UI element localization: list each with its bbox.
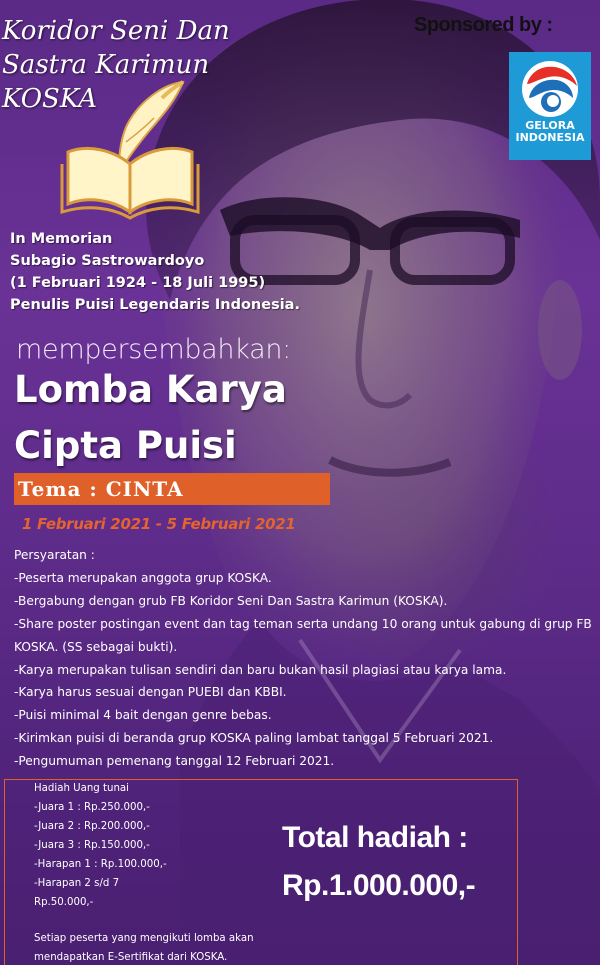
contest-title-line: Lomba Karya: [14, 368, 287, 411]
theme-banner: [14, 473, 330, 505]
requirements-list: [14, 544, 598, 773]
prize-line: Rp.50.000,-: [34, 897, 94, 908]
requirement-item: -Puisi minimal 4 bait dengan genre bebas.: [14, 708, 272, 723]
prize-line: -Juara 2 : Rp.200.000,-: [34, 821, 150, 832]
total-prize-label: Total hadiah :: [282, 821, 468, 854]
memorial-line: In Memorian: [10, 231, 113, 247]
presents-text: mempersembahkan:: [16, 334, 291, 365]
sponsor-label: Sponsored by :: [414, 14, 553, 36]
org-title-line: Sastra Karimun: [2, 50, 210, 80]
org-title-line: KOSKA: [2, 84, 97, 114]
requirements-heading: Persyaratan :: [14, 548, 95, 562]
prize-list: [34, 779, 274, 912]
prize-line: -Juara 1 : Rp.250.000,-: [34, 802, 150, 813]
sponsor-logo-text-line: GELORA: [525, 119, 575, 132]
theme-text: Tema : CINTA: [18, 477, 184, 501]
memorial-line: Subagio Sastrowardoyo: [10, 253, 205, 269]
certificate-line: mendapatkan E-Sertifikat dari KOSKA.: [34, 952, 228, 963]
total-prize-amount: Rp.1.000.000,-: [282, 869, 476, 902]
prize-line: Hadiah Uang tunai: [34, 783, 129, 794]
prize-line: -Juara 3 : Rp.150.000,-: [34, 840, 150, 851]
sponsor-logo-text-line: INDONESIA: [515, 131, 585, 144]
memorial-block: [10, 228, 340, 316]
requirement-item: -Karya harus sesuai dengan PUEBI dan KBBI.: [14, 685, 287, 700]
requirement-item: -Karya merupakan tulisan sendiri dan baru bukan hasil plagiasi atau karya lama.: [14, 662, 507, 677]
gelora-logo-icon: [517, 58, 583, 120]
requirement-item: -Peserta merupakan anggota grup KOSKA.: [14, 570, 272, 585]
sponsor-logo: [509, 52, 591, 160]
requirement-item: -Bergabung dengan grub FB Koridor Seni Dan Sastra Karimun (KOSKA).: [14, 593, 448, 608]
prize-line: -Harapan 1 : Rp.100.000,-: [34, 859, 167, 870]
memorial-line: (1 Februari 1924 - 18 Juli 1995): [10, 275, 266, 291]
memorial-line: Penulis Puisi Legendaris Indonesia.: [10, 297, 300, 313]
contest-title-line: Cipta Puisi: [14, 424, 237, 467]
requirement-item: -Pengumuman pemenang tanggal 12 Februari 2021.: [14, 754, 335, 769]
certificate-note: [34, 929, 294, 965]
certificate-line: Setiap peserta yang mengikuti lomba akan: [34, 933, 254, 944]
total-prize: [282, 814, 475, 910]
requirement-item: -Kirimkan puisi di beranda grup KOSKA paling lambat tanggal 5 Februari 2021.: [14, 731, 494, 746]
prize-line: -Harapan 2 s/d 7: [34, 878, 120, 889]
contest-dates: 1 Februari 2021 - 5 Februari 2021: [22, 515, 296, 533]
org-title-line: Koridor Seni Dan: [2, 16, 230, 46]
contest-title: [14, 362, 287, 474]
book-quill-logo: [58, 72, 208, 222]
requirement-item: -Share poster postingan event dan tag teman serta undang 10 orang untuk gabung di grup FB KOSKA. (SS sebagai bukti).: [14, 616, 592, 654]
